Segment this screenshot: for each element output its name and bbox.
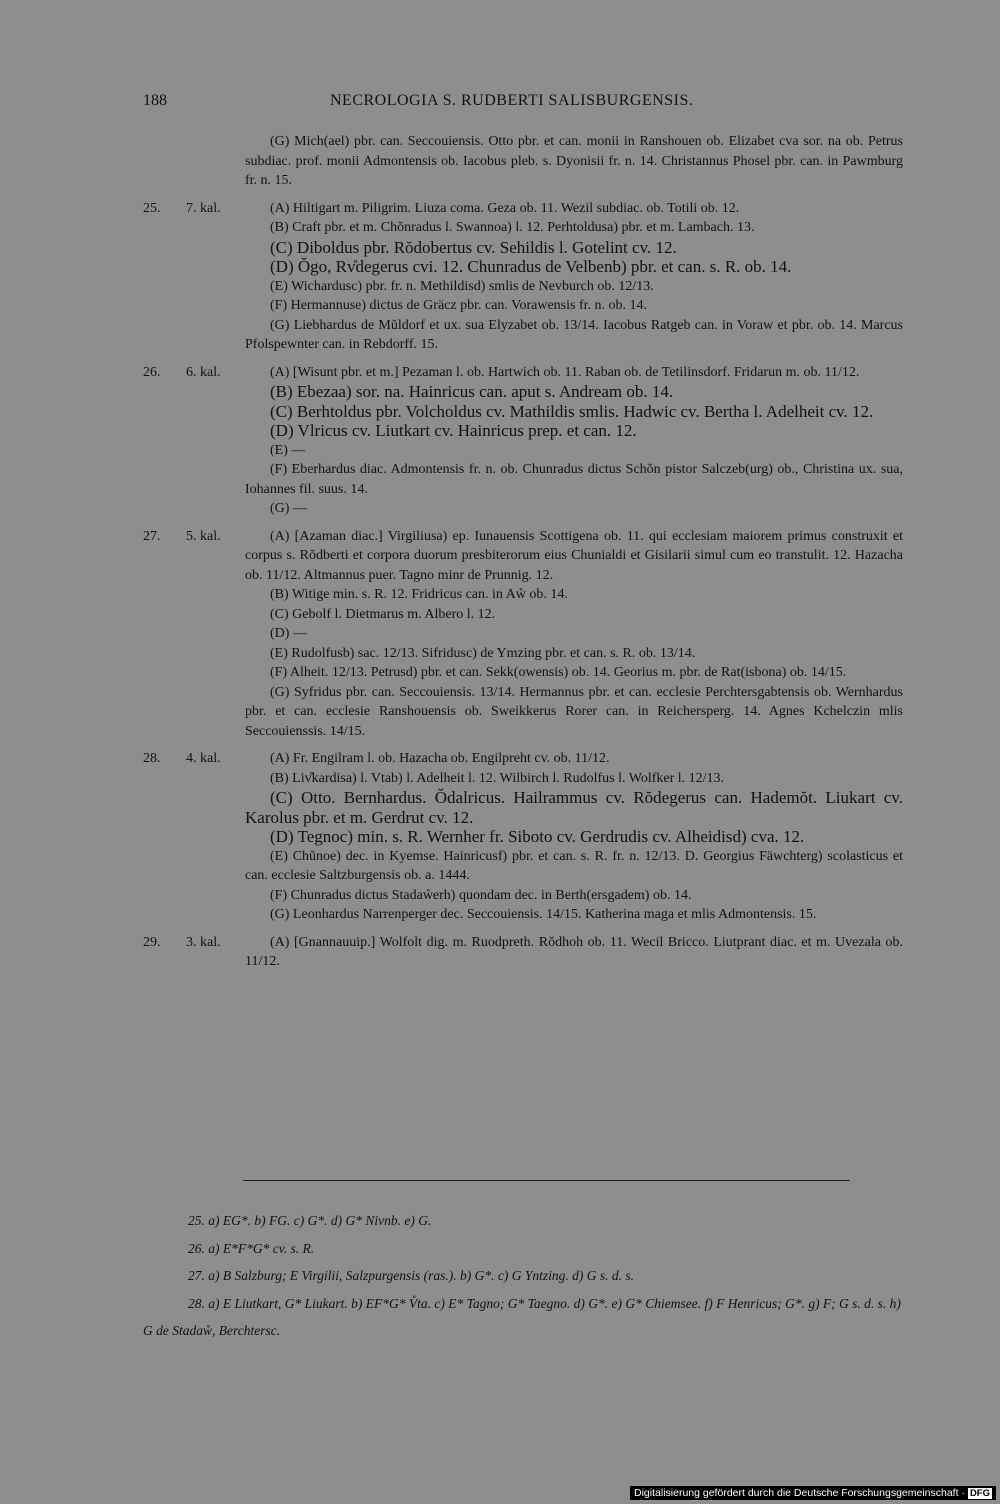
day-entry [143,933,903,972]
day-number: 25. [143,200,161,216]
entry-line: (F) Hermannuse) dictus de Gräcz pbr. can. Vorawensis fr. n. ob. 14. [270,298,648,313]
entry-line: (E) Wichardusc) pbr. fr. n. Methildisd) smlis de Nevburch ob. 12/13. [270,278,654,294]
day-number: 26. [143,364,161,380]
footnote: 26. a) E*F*G* cv. s. R. [188,1240,315,1256]
entry-line: (E) Chŭnoe) dec. in Kyemse. Hainricusf) pbr. et can. s. R. fr. n. 12/13. D. Georgius Fäwchterg) scolasticus et can. ecclesie Saltzburgensis ob. a. 1444. [245,848,903,883]
day-number: 29. [143,934,161,950]
entry-line: (G) Liebhardus de Mŭldorf et ux. sua Elyzabet ob. 13/14. Iacobus Ratgeb can. in Voraw et pbr. ob. 14. Marcus Pfolspewnter can. in Rebdorff. 15. [245,317,903,352]
running-title: NECROLOGIA S. RUDBERTI SALISBURGENSIS. [330,92,694,109]
entry-line: (F) Chunradus dictus Stadaẘerh) quondam dec. in Berth(ersgadem) ob. 14. [270,887,692,903]
day-kalends: 4. kal. [186,751,221,766]
entry-line: (C) Diboldus pbr. Rŏdobertus cv. Sehildis l. Gotelint cv. 12. [270,237,677,257]
footnote-rule [243,1180,850,1181]
day-entry [143,199,903,355]
entry-line: (B) Witige min. s. R. 12. Fridricus can. in Aẘ ob. 14. [270,587,568,602]
entry-line: (F) Eberhardus diac. Admontensis fr. n. ob. Chunradus dictus Schŏn pistor Salczeb(urg) ob., Christina ux. sua, Iohannes fil. suus. 14. [245,462,903,497]
day-kalends: 7. kal. [186,200,221,216]
day-kalends: 6. kal. [186,364,221,380]
day-entry [143,527,903,742]
day-kalends: 5. kal. [186,528,221,544]
day-lines [245,199,903,355]
entry-line: (F) Alheit. 12/13. Petrusd) pbr. et can. Sekk(owensis) ob. 14. Georius m. pbr. de Rat(isbona) ob. 14/15. [270,665,847,680]
day-lines [245,749,903,925]
day-number: 27. [143,528,161,544]
dfg-logo-icon: DFG [969,1487,990,1499]
entry-line: (E) Rudolfusb) sac. 12/13. Sifridusc) de Ymzing pbr. et can. s. R. ob. 13/14. [270,645,696,661]
entry-line: (B) Liv̊kardisa) l. Vtab) l. Adelheit l. 12. Wilbirch l. Rudolfus l. Wolfker l. 12/13. [270,770,725,786]
day-kalends: 3. kal. [186,934,221,950]
entry-line: (G) — [270,501,307,516]
necrology-text [143,132,903,972]
entry-line: (D) Ŏgo, Rv̊degerus cvi. 12. Chunradus de Velbenb) pbr. et can. s. R. ob. 14. [270,257,792,276]
entry-line: (A) Fr. Engilram l. ob. Hazacha ob. Engilpreht cv. ob. 11/12. [270,751,610,766]
day-entry [143,363,903,519]
entry-line: (B) Ebezaa) sor. na. Hainricus can. aput s. Andream ob. 14. [270,382,674,401]
entry-line: (C) Berhtoldus pbr. Volcholdus cv. Mathildis smlis. Hadwic cv. Bertha l. Adelheit cv. 12. [270,401,874,421]
entry-line: (G) Leonhardus Narrenperger dec. Seccouiensis. 14/15. Katherina maga et mlis Admontensis. 15. [270,907,817,922]
day-lines [245,363,903,519]
day-lines [245,527,903,742]
day-number: 28. [143,751,161,766]
footnote: 25. a) EG*. b) FG. c) G*. d) G* Nivnb. e) G. [188,1213,432,1228]
footnote: 28. a) E Liutkart, G* Liukart. b) EF*G* V̊ta. c) E* Tagno; G* Taegno. d) G*. e) G* Chiemsee. f) F Henricus; G*. g) F; G s. d. s. h) G de Stadaẘ, Berchtersc. [143,1295,901,1338]
entry-line: (A) [Wisunt pbr. et m.] Pezaman l. ob. Hartwich ob. 11. Raban ob. de Tetilinsdorf. Fridarun m. ob. 11/12. [270,364,860,380]
footnotes [143,1207,903,1345]
entry-line: (C) Otto. Bernhardus. Ŏdalricus. Hailrammus cv. Rŏdegerus can. Hademŏt. Liukart cv. Karolus pbr. et m. Gerdrut cv. 12. [245,788,903,827]
page-number: 188 [143,92,167,109]
entry-line: (G) Syfridus pbr. can. Seccouiensis. 13/14. Hermannus pbr. et can. ecclesie Perchtersgabtensis ob. Wernhardus pbr. et can. ecclesie Ranshouensis ob. Sweikkerus Rorer can. in Reichersperg. 14. Agnes Kchelczin mlis Seccouienssis. 14/15. [245,684,903,739]
footnote: 27. a) B Salzburg; E Virgilii, Salzpurgensis (ras.). b) G*. c) G Yntzing. d) G s. d. s. [188,1268,634,1283]
digitization-credit [630,1486,996,1500]
carryover-block [245,132,903,191]
credit-text: Digitalisierung gefördert durch die Deutsche Forschungsgemeinschaft · [634,1487,965,1499]
entry-line: (B) Craft pbr. et m. Chŏnradus l. Swannoa) l. 12. Perhtoldusa) pbr. et m. Lambach. 13. [270,220,755,235]
day-lines [245,933,903,972]
entry-line: (A) [Gnannauuip.] Wolfolt dig. m. Ruodpreth. Rŏdhoh ob. 11. Wecil Bricco. Liutprant diac. et m. Uvezala ob. 11/12. [245,934,903,969]
entry-line: (G) Mich(ael) pbr. can. Seccouiensis. Otto pbr. et can. monii in Ranshouen ob. Elizabet cva sor. na ob. Petrus subdiac. prof. monii Admontensis ob. Iacobus pleb. s. Dyonisii fr. n. 14. Christannus Phosel pbr. can. in Pawmburg fr. n. 15. [245,134,903,188]
page-header [0,92,1000,116]
entry-line: (D) — [270,626,307,641]
entry-line: (D) Tegnoc) min. s. R. Wernher fr. Siboto cv. Gerdrudis cv. Alheidisd) cva. 12. [270,827,805,846]
entry-line: (C) Gebolf l. Dietmarus m. Albero l. 12. [270,606,496,622]
entry-line: (D) Vlricus cv. Liutkart cv. Hainricus prep. et can. 12. [270,421,637,440]
entry-line: (A) Hiltigart m. Piligrim. Liuza coma. Geza ob. 11. Wezil subdiac. ob. Totili ob. 12. [270,200,740,216]
entry-line: (E) — [270,442,306,458]
entry-line: (A) [Azaman diac.] Virgiliusa) ep. Iunauensis Scottigena ob. 11. qui ecclesiam maiorem primus construxit et corpus s. Rŏdberti et corpora duorum presbiterorum eius Chunialdi et Gisilarii simul cum eo transtulit. 12. Hazacha ob. 11/12. Altmannus puer. Tagno minr de Prunnig. 12. [245,528,903,583]
day-entry [143,749,903,925]
